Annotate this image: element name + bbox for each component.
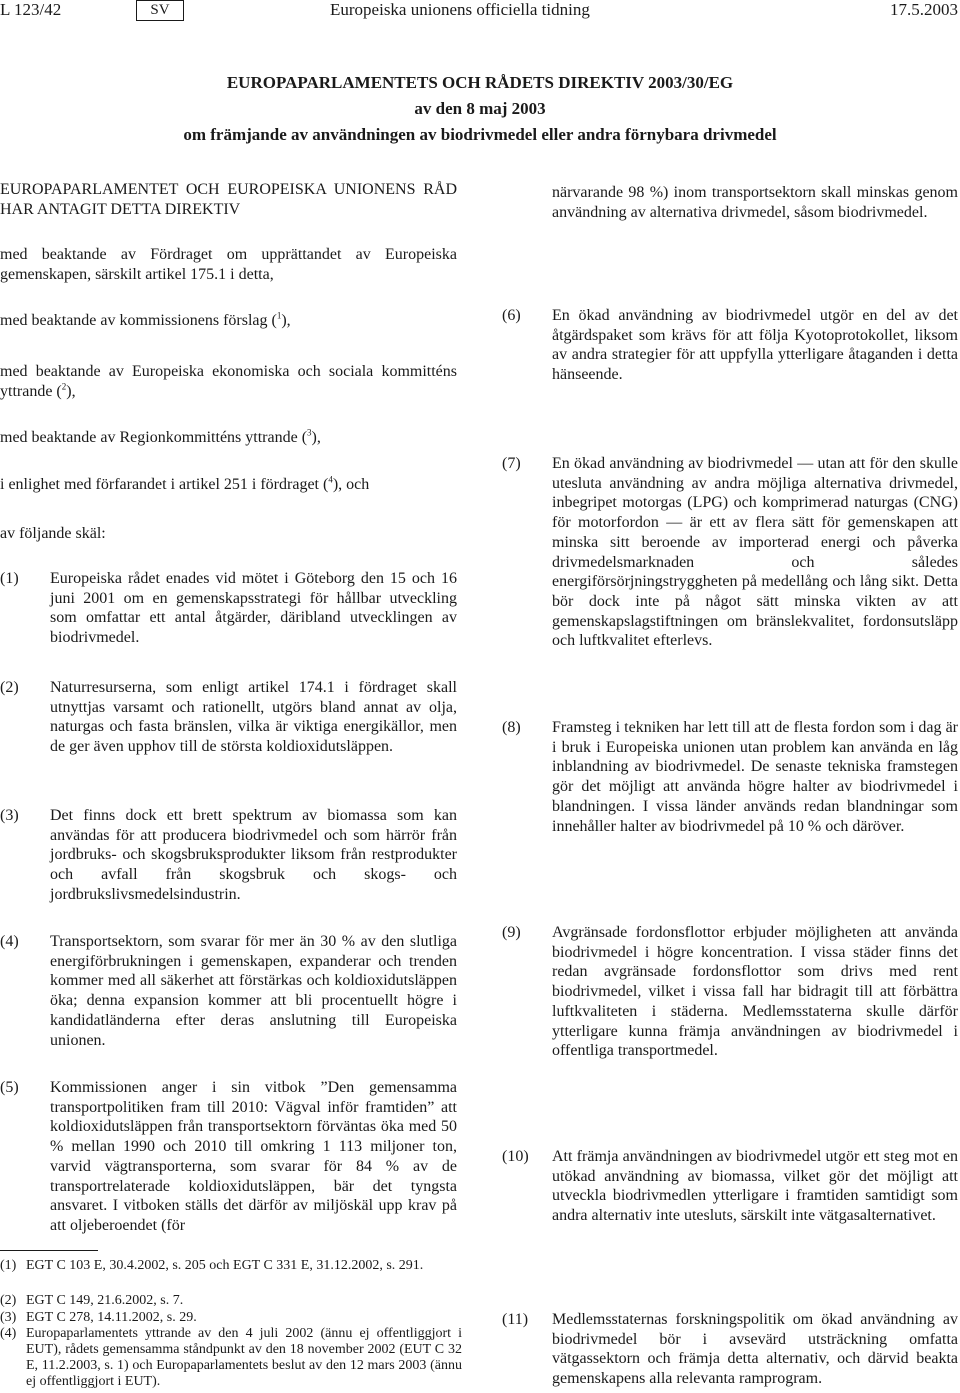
- recital-number: (9): [502, 924, 521, 941]
- recital-number: (7): [502, 455, 521, 472]
- adopting-clause: EUROPAPARLAMENTET OCH EUROPEISKA UNIONENS RÅD HAR ANTAGIT DETTA DIREKTIV: [0, 181, 457, 218]
- footnote-separator: [0, 1250, 98, 1251]
- right-column: [502, 0, 958, 1393]
- recital-text: Avgränsade fordonsflottor erbjuder möjligheten att använda biodrivmedel i högre koncentration. I vissa städer finns det redan avgränsade fordonsflottor som drivs med rent biodrivmedel, vilket i vissa fall har bidragit till att förbättra luftkvaliteten i städerna. Medlemsstaterna skulle därför ytterligare kunna främja användningen av biodrivmedel i offentliga transportmedel.: [552, 924, 958, 1060]
- footnote-ref-4: 4: [328, 474, 333, 485]
- recital-11: [502, 1310, 958, 1389]
- title-line-2: av den 8 maj 2003: [414, 99, 546, 118]
- citation-cor: med beaktande av Regionkommitténs yttrande ($^3$),: [0, 427, 321, 446]
- page-reference: L 123/42: [0, 0, 62, 19]
- footnote-2: (2) EGT C 149, 21.6.2002, s. 7.: [0, 1293, 184, 1308]
- recital-8: [502, 718, 958, 836]
- title-line-3: om främjande av användningen av biodrivmedel eller andra förnybara drivmedel: [183, 125, 777, 144]
- recital-4: [0, 932, 457, 1050]
- citation-treaty: med beaktande av Fördraget om upprättandet av Europeiska gemenskapen, särskilt artikel 175.1 i detta,: [0, 246, 457, 283]
- recital-number: (1): [0, 570, 19, 587]
- recital-text: Naturresurserna, som enligt artikel 174.1 i fördraget skall utnyttjas varsamt och rationellt, utgörs bland annat av olja, naturgas och fasta bränslen, vilka är viktiga energikällor, men de ger även upphov till de största koldioxidutsläppen.: [50, 679, 457, 756]
- language-badge: SV: [136, 0, 184, 21]
- recital-text: Att främja användningen av biodrivmedel utgör ett steg mot en utökad användning av biomassa, vilket gör det möjligt att utveckla biodrivmedlen ytterligare i framtiden samtidigt som andra alternativ inte utesluts, särskilt inte vätgasalternativet.: [552, 1148, 958, 1225]
- footnote-3: (3) EGT C 278, 14.11.2002, s. 29.: [0, 1310, 197, 1325]
- citation-esc: med beaktande av Europeiska ekonomiska och sociala kommitténs yttrande ($^2$),: [0, 363, 457, 400]
- journal-name: Europeiska unionens officiella tidning: [330, 0, 590, 19]
- footnote-ref-1: 1: [276, 310, 282, 321]
- whereas-intro: av följande skäl:: [0, 525, 106, 542]
- recital-text: Det finns dock ett brett spektrum av biomassa som kan användas för att producera biodrivmedel och som härrör från jordbruks- och skogsbruksprodukter liksom från restprodukter och avfall från skogsbruk och skogs- och jordbrukslivsmedelsindustrin.: [50, 807, 457, 903]
- recital-text: Europeiska rådet enades vid mötet i Göteborg den 15 och 16 juni 2001 om en gemenskapsstrategi för hållbar utveckling som omfattar ett antal åtgärder, däribland utvecklingen av biodrivmedel.: [50, 570, 457, 647]
- recital-text: närvarande 98 %) inom transportsektorn skall minskas genom användning av alternativa drivmedel, såsom biodrivmedel.: [552, 184, 958, 221]
- recital-text: En ökad användning av biodrivmedel utgör en del av det åtgärdspaket som krävs för att följa Kyotoprotokollet, liksom av andra strategier för att uppfylla ytterligare åtaganden i detta hänseende.: [552, 307, 958, 384]
- citation-commission: med beaktande av kommissionens förslag ($^1$),: [0, 310, 291, 329]
- footnote-4: (4) Europaparlamentets yttrande av den 4 juli 2002 (ännu ej offentliggjort i EUT), rådets gemensamma ståndpunkt av den 18 november 2002 (EUT C 32 E, 11.2.2003, s. 1) och Europaparlamentets beslut av den 12 mars 2003 (ännu ej offentliggjort i EUT).: [0, 1326, 462, 1389]
- recital-text: En ökad användning av biodrivmedel — utan att för den skulle utesluta användning av andra möjliga alternativa drivmedel, inbegripet motorgas (LPG) och komprimerad naturgas (CNG) för motorfordon — är ett av flera sätt för gemenskapen att minska sitt beroende av importerad energi och påverka drivmedelsmarknaden och således energiförsörjningstryggheten på medellång och lång sikt. Detta bör dock inte på något sätt minska vikten av att gemenskapslagstiftningen om bränslekvalitet, fordonsutsläpp och luftkvalitet efterlevs.: [552, 455, 958, 650]
- recital-text: Framsteg i tekniken har lett till att de flesta fordon som i dag är i bruk i Europeiska unionen utan problem kan använda en låg inblandning av biodrivmedel. De senaste tekniska framstegen gör det möjligt att använda högre halter av biodrivmedel i blandningen. I vissa länder används redan blandningar som innehåller halter av biodrivmedel på 10 % och däröver.: [552, 719, 958, 835]
- recital-5: [0, 1078, 457, 1236]
- recital-1: [0, 569, 457, 648]
- recital-number: (5): [0, 1079, 19, 1096]
- recital-number: (11): [502, 1311, 529, 1328]
- footnote-1: (1) EGT C 103 E, 30.4.2002, s. 205 och EGT C 331 E, 31.12.2002, s. 291.: [0, 1258, 424, 1273]
- recital-number: (4): [0, 933, 19, 950]
- title-line-1: EUROPAPARLAMENTETS OCH RÅDETS DIREKTIV 2003/30/EG: [226, 73, 734, 92]
- footnote-ref-2: 2: [61, 381, 67, 392]
- recital-text: Medlemsstaternas forskningspolitik om ökad användning av biodrivmedel bör i avsevärd utsträckning omfatta vätgassektorn och främja detta alternativ, och därvid beakta gemenskapens alla relevanta ramprogram.: [552, 1311, 958, 1388]
- recital-9: [502, 923, 958, 1061]
- recital-2: [0, 678, 457, 757]
- recital-text: Transportsektorn, som svarar för mer än 30 % av den slutliga energiförbrukningen i gemenskapen, expanderar och trenden kommer med all säkerhet att förstärkas och koldioxidutsläppen öka; denna expansion kommer att bli procentuellt högre i kandidatländerna efter deras anslutning till Europeiska unionen.: [50, 933, 457, 1049]
- recital-number: (3): [0, 807, 19, 824]
- citation-procedure: i enlighet med förfarandet i artikel 251 i fördraget ($^4$), och: [0, 474, 370, 493]
- recital-number: (10): [502, 1148, 529, 1165]
- recital-text: Kommissionen anger i sin vitbok ”Den gemensamma transportpolitiken fram till 2010: Vägval inför framtiden” att koldioxidutsläppen från transportsektorn förväntas öka med 50 % mellan 1990 och 2010 till omkring 1 113 miljoner ton, varvid vägtransporterna, som svarar för 84 % av de transportrelaterade koldioxidutsläppen, bär det tyngsta ansvaret. I vitboken ställs det därför av miljöskäl upp krav på att oljeberoendet (för: [50, 1079, 457, 1234]
- recital-number: (2): [0, 679, 19, 696]
- recital-3: [0, 806, 457, 905]
- footnote-ref-3: 3: [307, 427, 312, 438]
- recital-number: (6): [502, 307, 521, 324]
- left-column: [0, 0, 457, 1393]
- recital-6: [502, 306, 958, 385]
- recital-number: (8): [502, 719, 521, 736]
- publication-date: 17.5.2003: [890, 0, 958, 19]
- recital-5-continued: [502, 183, 958, 222]
- recital-7: [502, 454, 958, 651]
- recital-10: [502, 1147, 958, 1226]
